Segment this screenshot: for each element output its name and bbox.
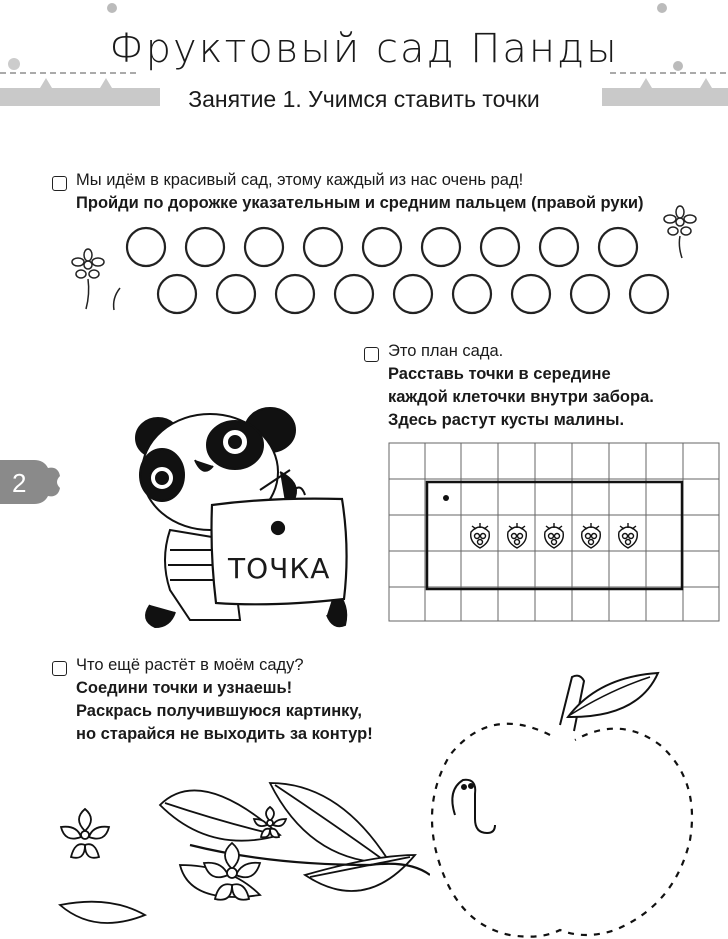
task2-instruction-2: каждой клеточки внутри забора. [388, 388, 654, 406]
sign-label: ТОЧКА [228, 552, 331, 585]
garden-plan-grid [388, 441, 720, 623]
task1-instruction: Пройди по дорожке указательным и средним пальцем (правой руки) [76, 194, 644, 212]
lesson-subtitle: Занятие 1. Учимся ставить точки [188, 86, 540, 112]
task2-intro: Это план сада. [388, 342, 504, 360]
dot-to-dot-apple [420, 665, 728, 939]
flower-icon-1 [61, 809, 109, 858]
task3-instruction-2: Раскрась получившуюся картинку, [76, 702, 362, 720]
worm-icon [452, 780, 495, 833]
task3-intro: Что ещё растёт в моём саду? [76, 656, 304, 674]
task3-checkbox[interactable] [52, 661, 67, 676]
page-number: 2 [12, 468, 27, 498]
finger-path-circles [60, 200, 728, 320]
page-title: Фруктовый сад Панды [109, 26, 619, 72]
task2-instruction-1: Расставь точки в середине [388, 365, 611, 383]
flower-icon-left [72, 249, 120, 310]
page-number-badge [0, 456, 62, 512]
task3-instruction-1: Соедини точки и узнаешь! [76, 679, 293, 697]
flower-icon-right [664, 206, 696, 258]
flower-branch [50, 765, 430, 939]
raspberry-icon [471, 523, 638, 548]
task2-checkbox[interactable] [364, 347, 379, 362]
panda-illustration [100, 400, 370, 635]
task1-intro: Мы идём в красивый сад, этому каждый из нас очень рад! [76, 171, 524, 189]
task3-text [76, 654, 416, 746]
leaf-5 [60, 902, 145, 923]
task1-checkbox[interactable] [52, 176, 67, 191]
task2-instruction-3: Здесь растут кусты малины. [388, 411, 625, 429]
task3-instruction-3: но старайся не выходить за контур! [76, 725, 373, 743]
task2-text [388, 340, 718, 432]
sample-dot [443, 495, 449, 501]
